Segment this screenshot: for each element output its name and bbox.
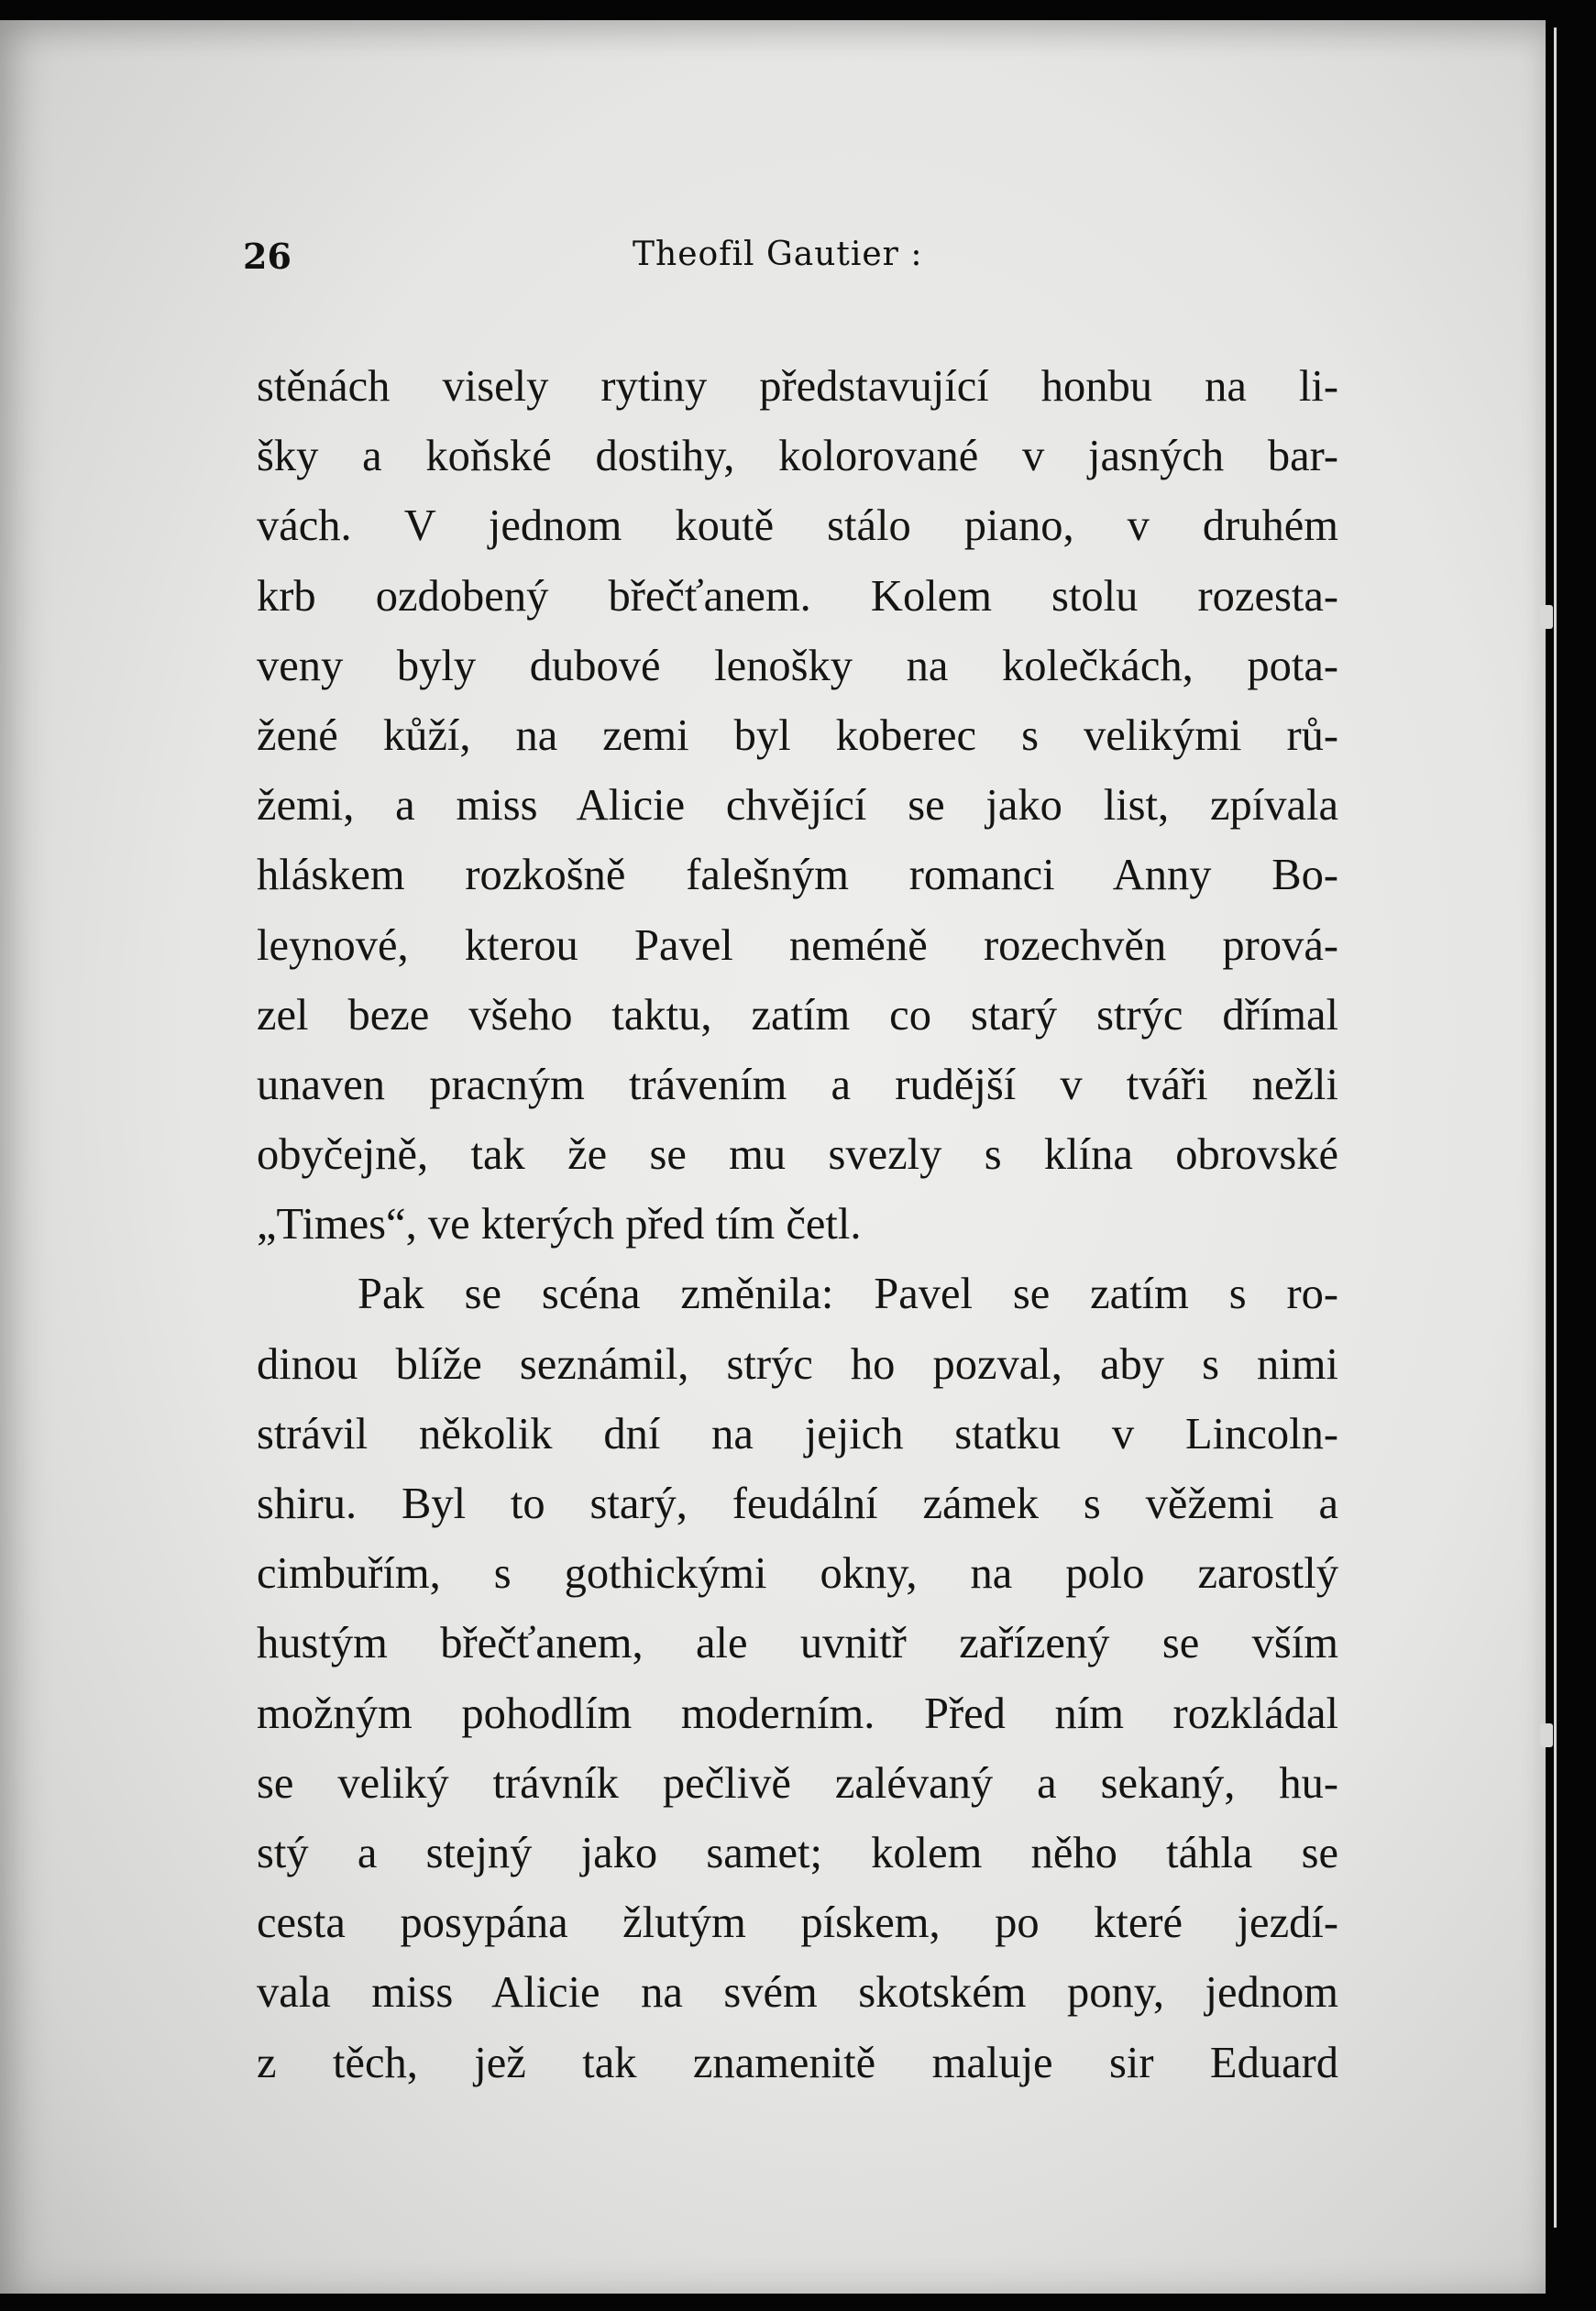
body-text	[257, 352, 1338, 2098]
text-line: veny byly dubové lenošky na kolečkách, pota-	[257, 641, 1338, 690]
text-line: vách. V jednom koutě stálo piano, v druhém	[257, 501, 1338, 551]
text-line: z těch, jež tak znamenitě maluje sir Eduard	[257, 2038, 1338, 2087]
page-edge-mark	[1540, 605, 1553, 629]
text-line: hustým břečťanem, ale uvnitř zařízený se vším	[257, 1619, 1338, 1668]
text-line: strávil několik dní na jejich statku v Lincoln-	[257, 1409, 1338, 1458]
page-edge-line	[1554, 28, 1557, 2228]
text-line: stěnách visely rytiny představující honbu na li-	[257, 362, 1338, 411]
text-line: krb ozdobený břečťanem. Kolem stolu rozesta-	[257, 571, 1338, 621]
text-line: unaven pracným trávením a rudější v tváři nežli	[257, 1060, 1338, 1109]
text-line: zel beze všeho taktu, zatím co starý strýc dřímal	[257, 990, 1338, 1040]
text-line: leynové, kterou Pavel neméně rozechvěn prová-	[257, 920, 1338, 970]
page-header	[0, 236, 1546, 291]
text-line: šky a koňské dostihy, kolorované v jasných bar-	[257, 432, 1338, 481]
text-line: stý a stejný jako samet; kolem něho táhla se	[257, 1828, 1338, 1877]
text-line: dinou blíže seznámil, strýc ho pozval, aby s nimi	[257, 1339, 1338, 1389]
text-line: shiru. Byl to starý, feudální zámek s věžemi a	[257, 1480, 1338, 1528]
text-line: hláskem rozkošně falešným romanci Anny Bo-	[257, 851, 1338, 900]
paragraph-end-line: „Times“, ve kterých před tím četl.	[257, 1200, 862, 1249]
running-head: Theofil Gautier :	[633, 236, 923, 273]
page-edge-mark	[1540, 1723, 1553, 1747]
page-number: 26	[243, 236, 292, 277]
text-line: vala miss Alicie na svém skotském pony, jednom	[257, 1968, 1338, 2018]
text-line: obyčejně, tak že se mu svezly s klína obrovské	[257, 1130, 1338, 1180]
paragraph-start-line: Pak se scéna změnila: Pavel se zatím s ro-	[358, 1270, 1338, 1319]
book-page	[0, 20, 1546, 2294]
text-line: možným pohodlím moderním. Před ním rozkládal	[257, 1689, 1338, 1738]
text-line: cimbuřím, s gothickými okny, na polo zarostlý	[257, 1549, 1338, 1599]
text-line: žemi, a miss Alicie chvějící se jako list, zpívala	[257, 781, 1338, 831]
text-line: se veliký trávník pečlivě zalévaný a sekaný, hu-	[257, 1758, 1338, 1808]
text-line: žené kůží, na zemi byl koberec s velikými rů-	[257, 710, 1338, 760]
text-line: cesta posypána žlutým pískem, po které jezdí-	[257, 1898, 1338, 1948]
